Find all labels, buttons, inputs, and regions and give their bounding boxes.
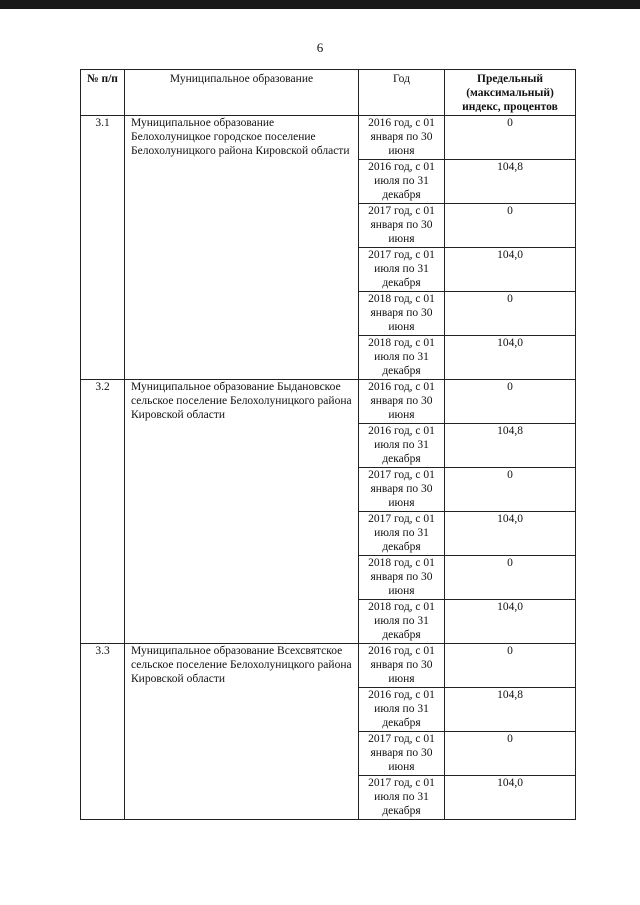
period-cell: 2016 год, с 01 января по 30 июня [359,644,445,688]
row-number: 3.2 [81,380,125,644]
row-number: 3.3 [81,644,125,820]
municipality-name: Муниципальное образование Белохолуницкое городское поселение Белохолуницкого района Кировской области [125,116,359,380]
top-rule [0,0,640,9]
table-body [81,116,576,820]
index-value-cell: 0 [445,732,576,776]
index-value-cell: 104,8 [445,160,576,204]
period-cell: 2016 год, с 01 января по 30 июня [359,116,445,160]
period-cell: 2016 год, с 01 июля по 31 декабря [359,424,445,468]
index-value-cell: 0 [445,380,576,424]
index-value-cell: 0 [445,644,576,688]
municipality-name: Муниципальное образование Быдановское сельское поселение Белохолуницкого района Кировской области [125,380,359,644]
table-header-row [81,70,576,116]
tariff-index-table [80,69,576,820]
table-row [81,116,576,160]
period-cell: 2016 год, с 01 июля по 31 декабря [359,688,445,732]
period-cell: 2018 год, с 01 января по 30 июня [359,292,445,336]
header-year: Год [359,70,445,116]
row-number: 3.1 [81,116,125,380]
period-cell: 2018 год, с 01 января по 30 июня [359,556,445,600]
period-cell: 2018 год, с 01 июля по 31 декабря [359,600,445,644]
period-cell: 2017 год, с 01 июля по 31 декабря [359,248,445,292]
period-cell: 2017 год, с 01 июля по 31 декабря [359,512,445,556]
period-cell: 2016 год, с 01 января по 30 июня [359,380,445,424]
period-cell: 2017 год, с 01 января по 30 июня [359,732,445,776]
period-cell: 2018 год, с 01 июля по 31 декабря [359,336,445,380]
index-value-cell: 104,8 [445,424,576,468]
index-value-cell: 0 [445,204,576,248]
index-value-cell: 104,8 [445,688,576,732]
header-index: Предельный (максимальный) индекс, процентов [445,70,576,116]
index-value-cell: 104,0 [445,248,576,292]
index-value-cell: 104,0 [445,512,576,556]
period-cell: 2017 год, с 01 января по 30 июня [359,468,445,512]
municipality-name: Муниципальное образование Всехсвятское сельское поселение Белохолуницкого района Кировской области [125,644,359,820]
header-num: № п/п [81,70,125,116]
period-cell: 2017 год, с 01 января по 30 июня [359,204,445,248]
index-value-cell: 104,0 [445,600,576,644]
header-municipality: Муниципальное образование [125,70,359,116]
index-value-cell: 0 [445,468,576,512]
index-value-cell: 0 [445,292,576,336]
index-value-cell: 104,0 [445,776,576,820]
period-cell: 2017 год, с 01 июля по 31 декабря [359,776,445,820]
table-row [81,380,576,424]
table-row [81,644,576,688]
index-value-cell: 104,0 [445,336,576,380]
page-number: 6 [316,40,324,55]
index-value-cell: 0 [445,116,576,160]
index-value-cell: 0 [445,556,576,600]
period-cell: 2016 год, с 01 июля по 31 декабря [359,160,445,204]
